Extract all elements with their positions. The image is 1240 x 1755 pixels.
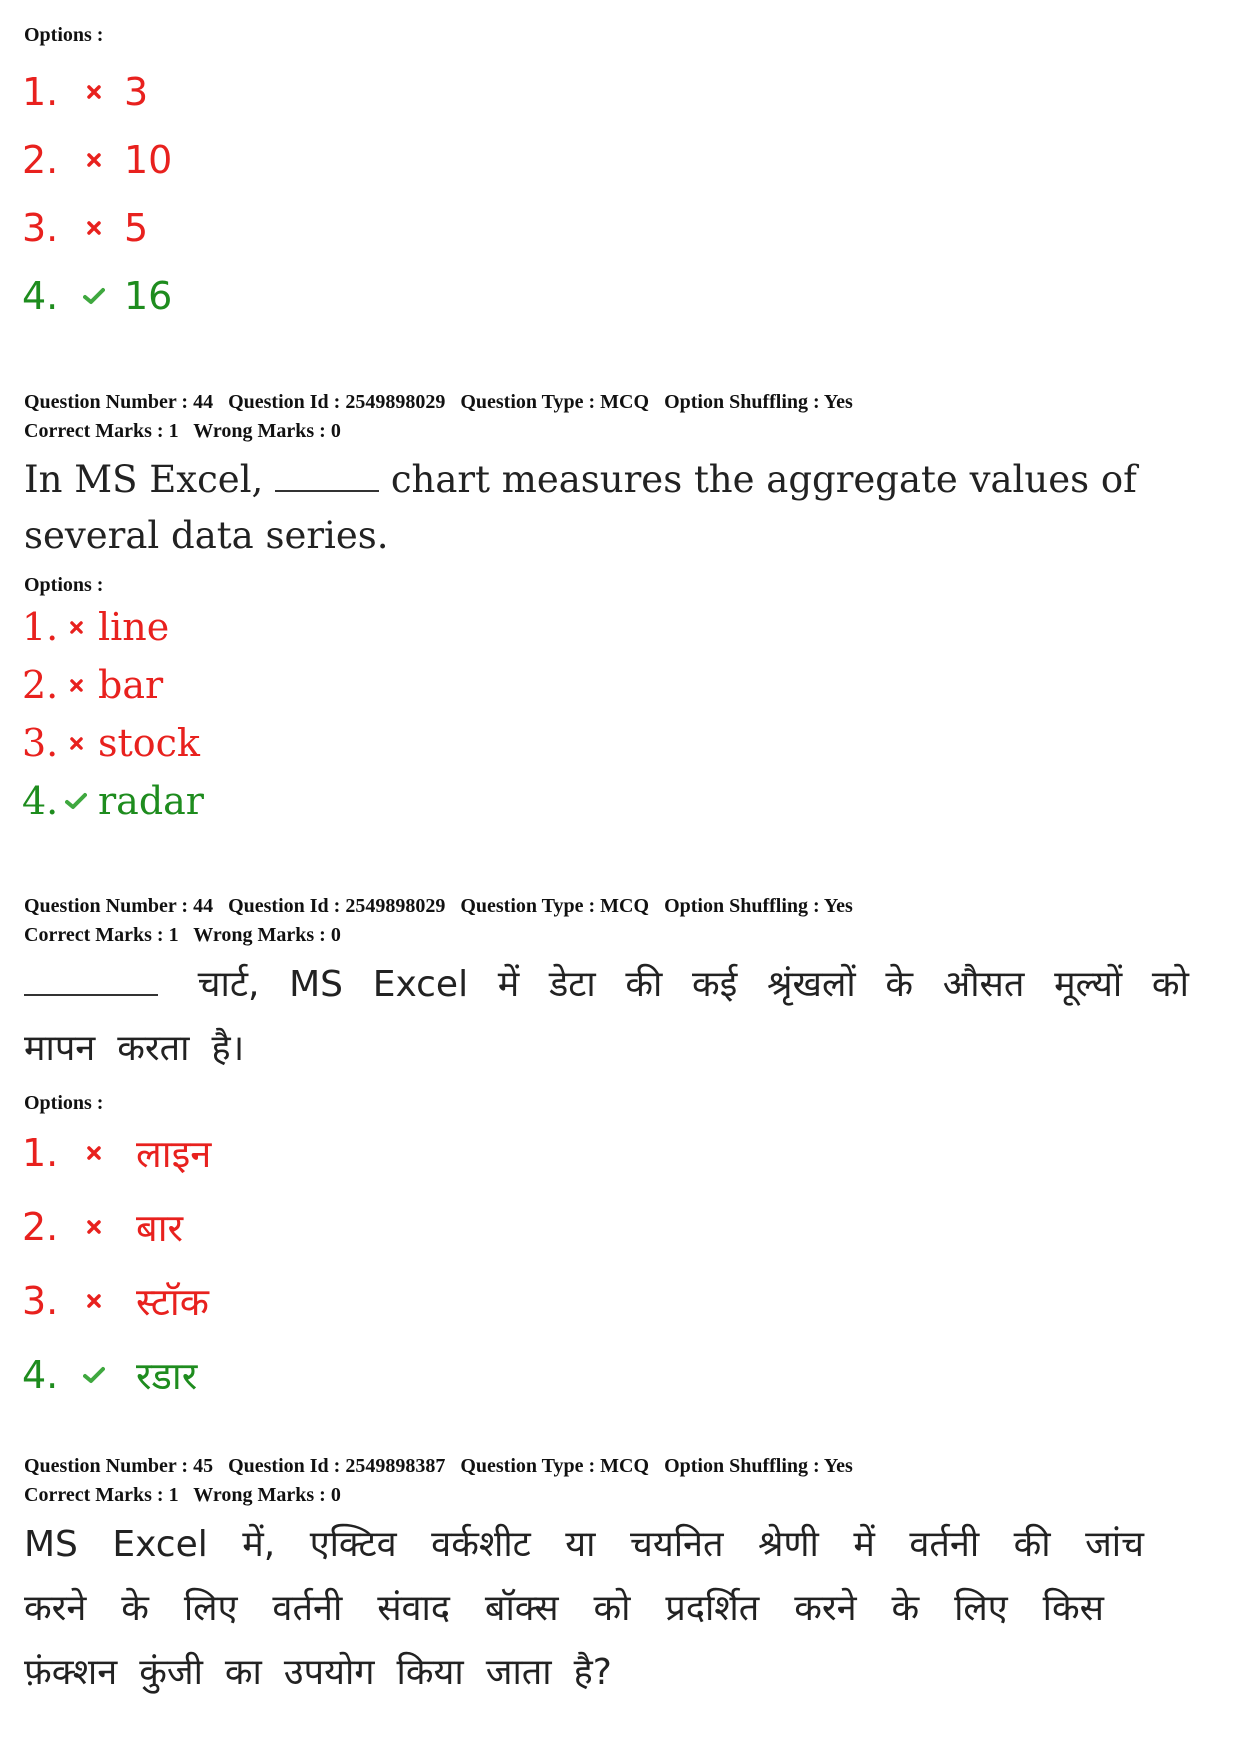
- option-1: [22, 58, 172, 126]
- wrong-x-icon: [64, 737, 88, 750]
- option-number: 2.: [22, 1205, 59, 1249]
- wrong-marks: Wrong Marks : 0: [193, 924, 341, 946]
- options-label: Options :: [24, 574, 104, 596]
- option-4: [22, 772, 204, 830]
- wrong-x-icon: [78, 153, 110, 167]
- option-2: [22, 126, 172, 194]
- option-text: स्टॉक: [136, 1280, 209, 1324]
- question-id: Question Id : 2549898387: [228, 1455, 446, 1477]
- question-type: Question Type : MCQ: [460, 391, 650, 413]
- option-number: 1.: [22, 605, 59, 649]
- question-text: MS Excel में, एक्टिव वर्कशीट या चयनित श्रेणी में वर्तनी की जांच करने के लिए वर्तनी संवाद बॉक्स को प्रदर्शित करने के लिए किस फ़ंक्शन कुंजी का उपयोग किया जाता है?: [24, 1524, 1144, 1693]
- option-number: 2.: [22, 663, 59, 707]
- option-text: बार: [136, 1206, 184, 1250]
- option-number: 1.: [22, 70, 59, 114]
- option-text: line: [98, 605, 170, 649]
- blank-line: [275, 460, 379, 492]
- option-number: 3.: [22, 1279, 59, 1323]
- correct-marks: Correct Marks : 1: [24, 420, 179, 442]
- question-id: Question Id : 2549898029: [228, 391, 446, 413]
- option-shuffling: Option Shuffling : Yes: [664, 1455, 853, 1477]
- option-number: 1.: [22, 1131, 59, 1175]
- option-3: [22, 1264, 211, 1338]
- question-number: Question Number : 44: [24, 895, 214, 917]
- question-number: Question Number : 44: [24, 391, 214, 413]
- option-number: 4.: [22, 779, 59, 823]
- wrong-x-icon: [64, 679, 88, 692]
- option-number: 3.: [22, 721, 59, 765]
- option-text: 5: [124, 206, 149, 250]
- option-text: लाइन: [136, 1132, 212, 1176]
- option-text: bar: [98, 663, 164, 707]
- question-number: Question Number : 45: [24, 1455, 214, 1477]
- option-3: [22, 194, 172, 262]
- option-text: 16: [124, 274, 173, 318]
- option-4: [22, 1338, 211, 1412]
- question-id: Question Id : 2549898029: [228, 895, 446, 917]
- question-text: In MS Excel, chart measures the aggregate values of several data series.: [24, 458, 1137, 557]
- option-3: [22, 714, 204, 772]
- options-list: [22, 58, 172, 330]
- wrong-x-icon: [78, 1220, 110, 1234]
- question-meta: [24, 892, 853, 950]
- option-shuffling: Option Shuffling : Yes: [664, 895, 853, 917]
- blank-line: [24, 964, 158, 996]
- option-number: 4.: [22, 274, 59, 318]
- correct-marks: Correct Marks : 1: [24, 924, 179, 946]
- option-2: [22, 656, 204, 714]
- wrong-x-icon: [78, 1294, 110, 1308]
- wrong-x-icon: [78, 221, 110, 235]
- question-type: Question Type : MCQ: [460, 895, 650, 917]
- options-label: Options :: [24, 1092, 104, 1114]
- question-text: चार्ट, MS Excel में डेटा की कई श्रृंखलों के औसत मूल्यों को मापन करता है।: [24, 964, 1189, 1069]
- options-label: Options :: [24, 24, 104, 46]
- correct-marks: Correct Marks : 1: [24, 1484, 179, 1506]
- correct-check-icon: [78, 1366, 110, 1384]
- option-shuffling: Option Shuffling : Yes: [664, 391, 853, 413]
- option-number: 3.: [22, 206, 59, 250]
- correct-check-icon: [64, 792, 88, 810]
- option-text: radar: [98, 779, 204, 823]
- option-1: [22, 598, 204, 656]
- option-number: 4.: [22, 1353, 59, 1397]
- option-text: stock: [98, 721, 200, 765]
- options-list: [22, 598, 204, 830]
- wrong-x-icon: [78, 1146, 110, 1160]
- wrong-marks: Wrong Marks : 0: [193, 420, 341, 442]
- option-4: [22, 262, 172, 330]
- options-list: [22, 1116, 211, 1412]
- option-text: 3: [124, 70, 149, 114]
- question-meta: [24, 388, 853, 446]
- question-meta: [24, 1452, 853, 1510]
- correct-check-icon: [78, 287, 110, 305]
- wrong-x-icon: [78, 85, 110, 99]
- wrong-x-icon: [64, 621, 88, 634]
- option-number: 2.: [22, 138, 59, 182]
- option-text: 10: [124, 138, 173, 182]
- option-text: रडार: [136, 1354, 198, 1398]
- wrong-marks: Wrong Marks : 0: [193, 1484, 341, 1506]
- option-1: [22, 1116, 211, 1190]
- question-type: Question Type : MCQ: [460, 1455, 650, 1477]
- option-2: [22, 1190, 211, 1264]
